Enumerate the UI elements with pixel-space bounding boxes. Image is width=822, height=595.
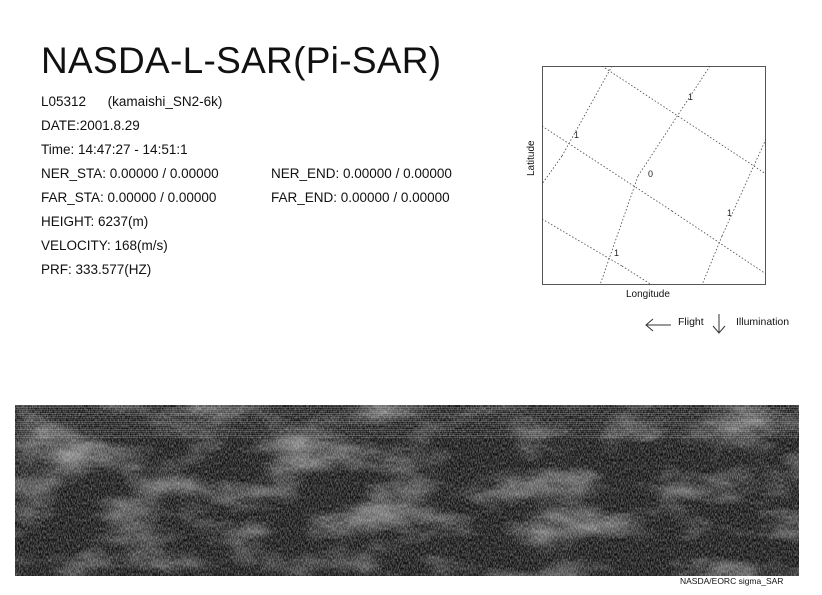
height-line: HEIGHT: 6237(m) (41, 214, 149, 229)
ner-end-line: NER_END: 0.00000 / 0.00000 (271, 166, 452, 181)
far-end-line: FAR_END: 0.00000 / 0.00000 (271, 190, 450, 205)
latitude-label: Latitude (526, 140, 537, 176)
map-grid-label: 1 (614, 248, 620, 258)
scene-id-line (41, 94, 222, 109)
map-grid-label: 1 (574, 130, 580, 140)
date-line: DATE:2001.8.29 (41, 118, 140, 133)
sar-image-canvas (15, 405, 799, 576)
page-title: NASDA-L-SAR(Pi-SAR) (41, 40, 442, 81)
map-grid-label: 1 (727, 208, 733, 218)
flight-label: Flight (678, 316, 704, 328)
illumination-label: Illumination (736, 316, 790, 328)
longitude-label: Longitude (626, 289, 670, 300)
sar-radar-image (15, 405, 799, 576)
ner-sta-line: NER_STA: 0.00000 / 0.00000 (41, 166, 219, 181)
credit-text: NASDA/EORC sigma_SAR (680, 576, 784, 586)
scene-id: L05312 (41, 94, 87, 109)
scene-name: (kamaishi_SN2-6k) (107, 94, 223, 109)
map-grid-label: 0 (648, 169, 654, 179)
location-map (542, 66, 766, 285)
flight-arrow-icon (644, 318, 672, 337)
far-sta-line: FAR_STA: 0.00000 / 0.00000 (41, 190, 217, 205)
location-map-grid (542, 66, 766, 285)
illumination-arrow-icon (712, 313, 726, 340)
prf-line: PRF: 333.577(HZ) (41, 262, 152, 277)
velocity-line: VELOCITY: 168(m/s) (41, 238, 168, 253)
map-grid-label: 1 (688, 92, 694, 102)
time-line: Time: 14:47:27 - 14:51:1 (41, 142, 188, 157)
